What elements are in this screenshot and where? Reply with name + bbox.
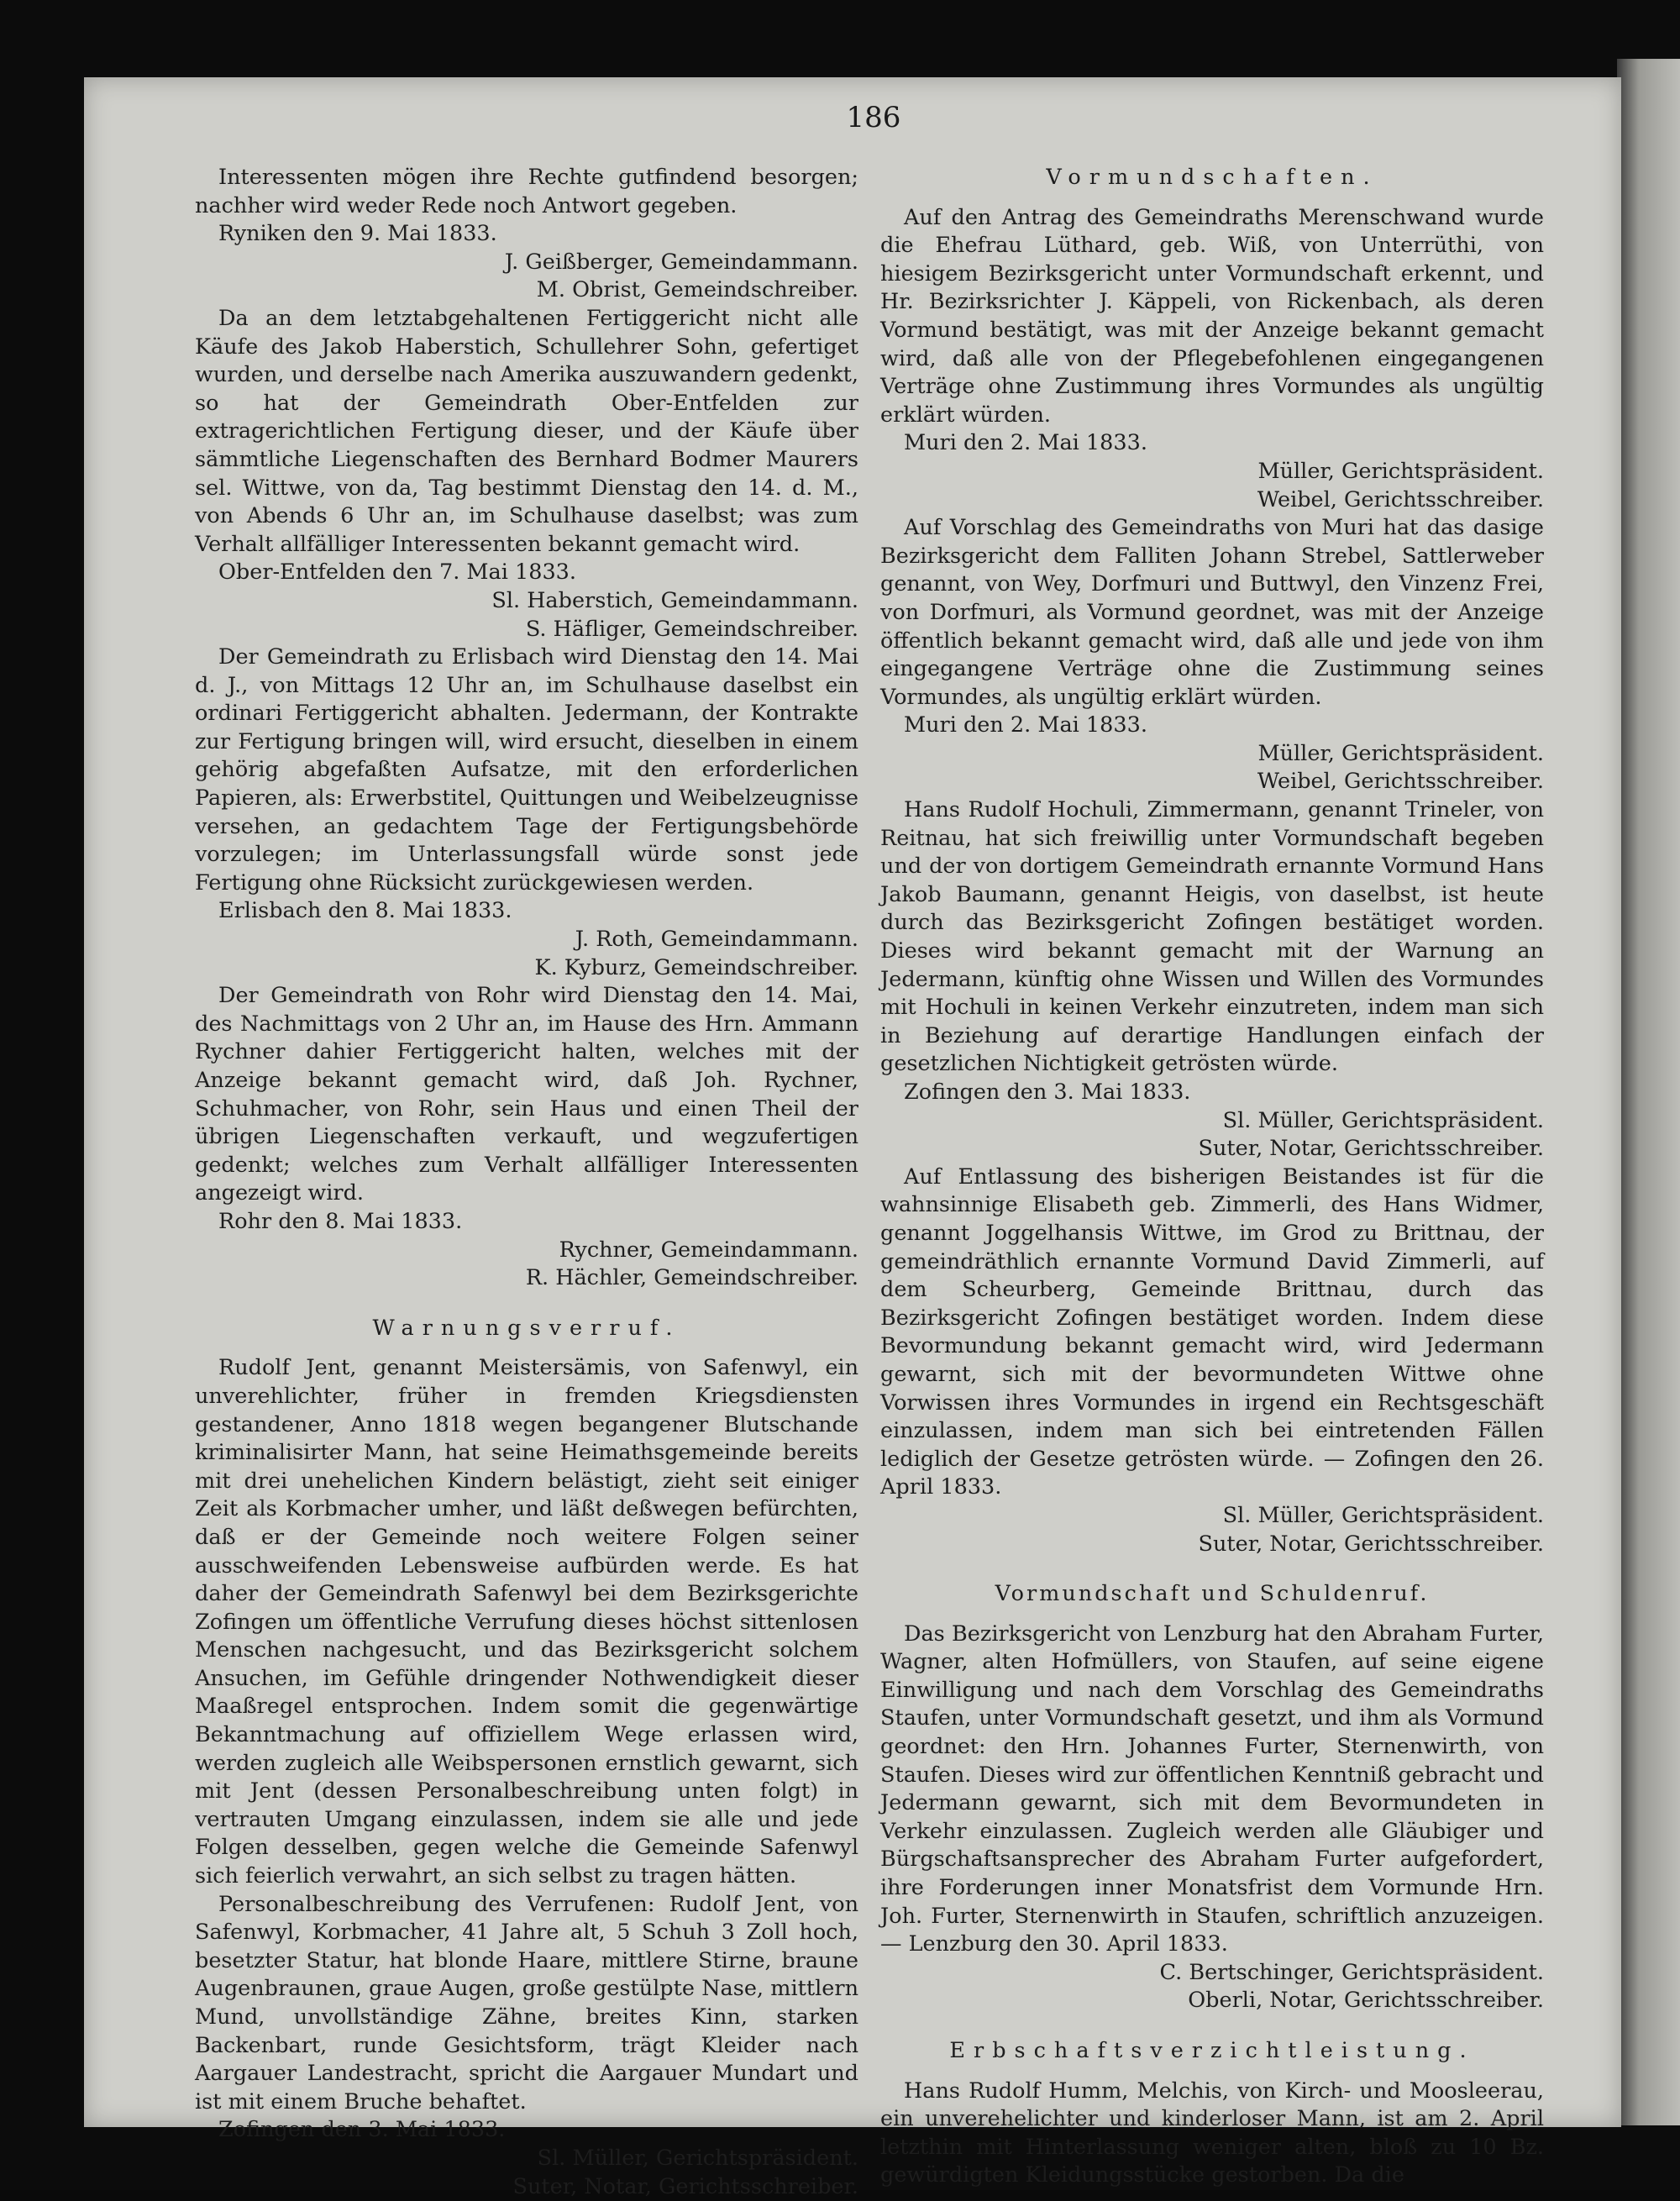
left-paragraph: Der Gemeindrath von Rohr wird Dienstag den 14. Mai, des Nachmittags von 2 Uhr an, im Hause des Hrn. Ammann Rychner dahier Fertiggericht halten, welches mit der Anzeige bekannt gemacht wird, daß Joh. Rychner, Schuhmacher, von Rohr, sein Haus und einen Theil der übrigen Liegenschaften verkauft, und wegzufertigen gedenkt; welches zum Verhalt allfälliger Interessenten angezeigt wird. [195, 983, 858, 1206]
right-signature: Müller, Gerichtspräsident. [1257, 740, 1544, 766]
left-place-date: Zofingen den 3. Mai 1833. [218, 2117, 506, 2143]
right-section-heading: Vormundschaft und Schuldenruf. [995, 1581, 1430, 1607]
left-paragraph: Der Gemeindrath zu Erlisbach wird Dienstag den 14. Mai d. J., von Mittags 12 Uhr an, im Schulhause daselbst ein ordinari Fertiggericht abhalten. Jedermann, der Kontrakte zur Fertigung bringen will, wird ersucht, dieselben in einem gehörig abgefaßten Aufsatze, mit den erforderlichen Papieren, als: Erwerbstitel, Quittungen und Weibelzeugnisse versehen, an gedachtem Tage der Fertigungsbehörde vorzulegen; im Unterlassungsfall würde sonst jede Fertigung ohne Rücksicht zurückgewiesen werden. [195, 644, 858, 896]
left-paragraph: Rudolf Jent, genannt Meistersämis, von Safenwyl, ein unverehlichter, früher in fremden Kriegsdiensten gestandener, Anno 1818 wegen begangener Blutschande kriminalisirter Mann, hat seine Heimathsgemeinde bereits mit drei unehelichen Kindern belästigt, zieht seit einiger Zeit als Korbmacher umher, und läßt deßwegen befürchten, daß er der Gemeinde noch weitere Folgen seiner ausschweifenden Lebensweise aufbürden werde. Es hat daher der Gemeindrath Safenwyl bei dem Bezirksgerichte Zofingen um öffentliche Verrufung dieses höchst sittenlosen Menschen nachgesucht, und das Bezirksgericht solchem Ansuchen, im Gefühle dringender Nothwendigkeit dieser Maaßregel entsprochen. Indem somit die gegenwärtige Bekanntmachung auf offiziellem Wege erlassen wird, werden zugleich alle Weibspersonen ernstlich gewarnt, sich mit Jent (dessen Personalbeschreibung unten folgt) in vertrauten Umgang einzulassen, indem sie alle und jede Folgen desselben, gegen welche die Gemeinde Safenwyl sich feierlich verwahrt, an sich selbst zu tragen hätten. [195, 1355, 858, 1889]
left-paragraph: Da an dem letztabgehaltenen Fertiggericht nicht alle Käufe des Jakob Haberstich, Schullehrer Sohn, gefertiget wurden, und derselbe nach Amerika auszuwandern gedenkt, so hat der Gemeindrath Ober-Entfelden zur extragerichtlichen Fertigung dieser, und der Käufe über sämmtliche Liegenschaften des Bernhard Bodmer Maurers sel. Wittwe, von da, Tag bestimmt Dienstag den 14. d. M., von Abends 6 Uhr an, im Schulhause daselbst; was zum Verhalt allfälliger Interessenten bekannt gemacht wird. [195, 305, 858, 557]
left-signature: Sl. Müller, Gerichtspräsident. [537, 2145, 858, 2171]
right-section-heading: Erbschaftsverzichtleistung. [949, 2038, 1475, 2063]
left-signature: Suter, Notar, Gerichtsschreiber. [512, 2173, 858, 2199]
right-signature: Suter, Notar, Gerichtsschreiber. [1198, 1136, 1544, 1162]
right-signature: Weibel, Gerichtsschreiber. [1257, 769, 1544, 795]
left-paragraph: Personalbeschreibung des Verrufenen: Rudolf Jent, von Safenwyl, Korbmacher, 41 Jahre alt, 5 Schuh 3 Zoll hoch, besetzter Statur, hat blonde Haare, mittlere Stirne, braune Augenbraunen, graue Augen, große gestülpte Nase, mittlern Mund, unvollständige Zähne, breites Kinn, starken Backenbart, runde Gesichtsform, trägt Kleider nach Aargauer Landestracht, spricht die Aargauer Mundart und ist mit einem Bruche behaftet. [195, 1891, 858, 2114]
left-signature: Rychner, Gemeindammann. [559, 1237, 858, 1263]
right-place-date: Muri den 2. Mai 1833. [904, 712, 1147, 738]
page-number: 186 [846, 101, 901, 134]
right-paragraph: Hans Rudolf Hochuli, Zimmermann, genannt Trineler, von Reitnau, hat sich freiwillig unter Vormundschaft begeben und der von dortigem Gemeindrath ernannte Vormund Hans Jakob Baumann, genannt Heigis, von daselbst, ist heute durch das Bezirksgericht Zofingen bestätiget worden. Dieses wird bekannt gemacht mit der Warnung an Jedermann, künftig ohne Wissen und Willen des Vormundes mit Hochuli in keinen Verkehr einzutreten, indem man sich in Beziehung auf derartige Handlungen einfach der gesetzlichen Nichtigkeit getrösten würde. [880, 797, 1544, 1077]
right-signature: Oberli, Notar, Gerichtsschreiber. [1188, 1988, 1544, 2014]
right-section-heading: Vormundschaften. [1046, 165, 1378, 190]
right-signature: C. Bertschinger, Gerichtspräsident. [1159, 1959, 1544, 1985]
right-signature: Müller, Gerichtspräsident. [1257, 458, 1544, 484]
right-paragraph: Hans Rudolf Humm, Melchis, von Kirch- und Moosleerau, ein unverehelichter und kinderloser Mann, ist am 2. April letzthin mit Hinterlassung weniger alten, bloß zu 10 Bz. gewürdigten Kleidungsstücke gestorben. Da die [880, 2078, 1544, 2188]
right-place-date: Muri den 2. Mai 1833. [904, 430, 1147, 456]
left-signature: Sl. Haberstich, Gemeindammann. [491, 587, 858, 613]
left-place-date: Ober-Entfelden den 7. Mai 1833. [218, 559, 576, 586]
left-place-date: Erlisbach den 8. Mai 1833. [218, 898, 512, 924]
left-section-heading: Warnungsverruf. [372, 1315, 681, 1341]
right-place-date: Zofingen den 3. Mai 1833. [904, 1079, 1191, 1105]
right-paragraph: Das Bezirksgericht von Lenzburg hat den Abraham Furter, Wagner, alten Hofmüllers, von Staufen, auf seine eigene Einwilligung und nach dem Vorschlag des Gemeindraths Staufen, unter Vormundschaft gesetzt, und ihm als Vormund geordnet: den Hrn. Johannes Furter, Sternenwirth, von Staufen. Dieses wird zur öffentlichen Kenntniß gebracht und Jedermann gewarnt, sich mit dem Bevormundeten in Verkehr einzulassen. Zugleich werden alle Gläubiger und Bürgschaftsansprecher des Abraham Furter aufgefordert, ihre Forderungen inner Monatsfrist dem Vormunde Hrn. Joh. Furter, Sternenwirth in Staufen, schriftlich anzuzeigen. — Lenzburg den 30. April 1833. [880, 1621, 1544, 1957]
right-signature: Weibel, Gerichtsschreiber. [1257, 486, 1544, 512]
left-signature: R. Hächler, Gemeindschreiber. [525, 1265, 858, 1291]
right-signature: Sl. Müller, Gerichtspräsident. [1222, 1107, 1544, 1133]
left-signature: K. Kyburz, Gemeindschreiber. [534, 954, 858, 980]
left-place-date: Ryniken den 9. Mai 1833. [218, 221, 497, 247]
right-paragraph: Auf den Antrag des Gemeindraths Merenschwand wurde die Ehefrau Lüthard, geb. Wiß, von Unterrüthi, von hiesigem Bezirksgericht unter Vormundschaft erkennt, und Hr. Bezirksrichter J. Käppeli, von Rickenbach, als deren Vormund bestätigt, was mit der Anzeige bekannt gemacht wird, daß alle von der Pflegebefohlenen eingegangenen Verträge ohne Zustimmung ihres Vormundes als ungültig erklärt würden. [880, 204, 1544, 428]
next-page-edge [1617, 59, 1680, 2125]
right-column [880, 164, 1544, 2190]
right-paragraph: Auf Vorschlag des Gemeindraths von Muri hat das dasige Bezirksgericht dem Falliten Johann Strebel, Sattlerweber genannt, von Wey, Dorfmuri und Buttwyl, den Vinzenz Frei, von Dorfmuri, als Vormund geordnet, was mit der Anzeige öffentlich bekannt gemacht wird, daß alle und jede von ihm eingegangene Verträge ohne die Zustimmung seines Vormundes, als ungültig erklärt würden. [880, 515, 1544, 710]
right-paragraph: Auf Entlassung des bisherigen Beistandes ist für die wahnsinnige Elisabeth geb. Zimmerli, des Hans Widmer, genannt Joggelhansis Wittwe, im Grod zu Brittnau, der gemeindräthlich ernannte Vormund David Zimmerli, auf dem Scheurberg, Gemeinde Brittnau, durch das Bezirksgericht Zofingen bestätiget worden. Indem diese Bevormundung bekannt gemacht wird, wird Jedermann gewarnt, sich mit der bevormundeten Wittwe ohne Vorwissen ihres Vormundes in irgend ein Rechtsgeschäft einzulassen, indem man sich bei eintretenden Fällen lediglich der Gesetze getrösten würde. — Zofingen den 26. April 1833. [880, 1164, 1544, 1500]
left-signature: J. Roth, Gemeindammann. [575, 927, 858, 953]
left-paragraph: Interessenten mögen ihre Rechte gutfindend besorgen; nachher wird weder Rede noch Antwort gegeben. [195, 165, 858, 218]
left-signature: J. Geißberger, Gemeindammann. [504, 249, 858, 275]
left-place-date: Rohr den 8. Mai 1833. [218, 1208, 463, 1234]
right-signature: Sl. Müller, Gerichtspräsident. [1222, 1502, 1544, 1528]
left-column [195, 164, 858, 2201]
right-signature: Suter, Notar, Gerichtsschreiber. [1198, 1531, 1544, 1557]
left-signature: S. Häfliger, Gemeindschreiber. [525, 616, 858, 642]
left-signature: M. Obrist, Gemeindschreiber. [536, 277, 858, 303]
